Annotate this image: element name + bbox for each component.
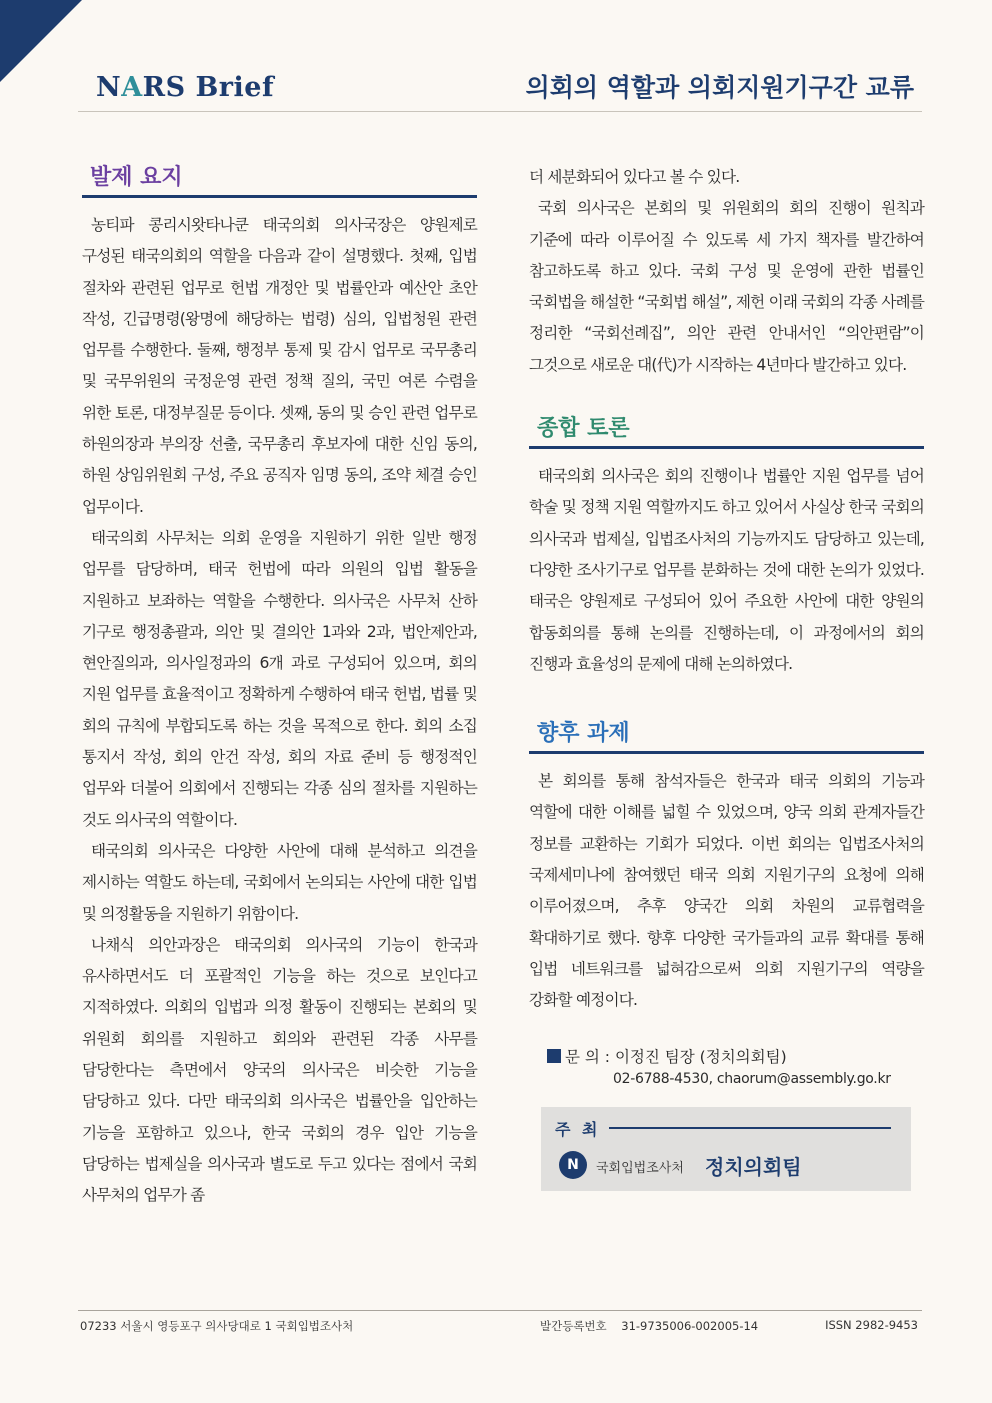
section-rule	[529, 446, 924, 449]
section-rule	[82, 195, 477, 198]
discussion-paragraph: 태국의회 의사국은 회의 진행이나 법률안 지원 업무를 넘어 학술 및 정책 지원 역할까지도 하고 있어서 사실상 한국 국회의 의사국과 법제실, 입법조사처의 기능까지도 담당하고 있는데, 다양한 조사기구로 업무를 분화하는 것에 대한 논의가 있었다. 태국은 양원제로 구성되어 있어 주요한 사안에 대한 양원의 합동회의를 통해 논의를 진행하는데, 이 과정에서의 회의 진행과 효율성의 문제에 대해 논의하였다.	[529, 467, 924, 673]
right-column	[529, 162, 924, 1191]
corner-accent	[0, 0, 82, 82]
summary-paragraph-3: 태국의회 의사국은 다양한 사안에 대해 분석하고 의견을 제시하는 역할도 하는데, 국회에서 논의되는 사안에 대한 입법 및 의정활동을 지원하기 위함이다.	[82, 841, 477, 923]
summary-paragraph-2: 태국의회 사무처는 의회 운영을 지원하기 위한 일반 행정 업무를 담당하며, 태국 헌법에 따라 의원의 입법 활동을 지원하고 보좌하는 역할을 수행한다. 의사국은 사무처 산하 기구로 행정총괄과, 의안 및 결의안 1과와 2과, 법안제안과, 현안질의과, 의사일정과의 6개 과로 구성되어 있으며, 회의 지원 업무를 효율적이고 정확하게 수행하여 태국 헌법, 법률 및 회의 규칙에 부합되도록 하는 것을 목적으로 한다. 회의 소집 통지서 작성, 회의 안건 작성, 회의 자료 준비 등 행정적인 업무와 더불어 의회에서 진행되는 각종 심의 절차를 지원하는 것도 의사국의 역할이다.	[82, 528, 477, 829]
assembly-books-paragraph: 국회 의사국은 본회의 및 위원회의 회의 진행이 원칙과 기준에 따라 이루어질 수 있도록 세 가지 책자를 발간하여 참고하도록 하고 있다. 국회 구성 및 운영에 관한 법률인 국회법을 해설한 “국회법 해설”, 제헌 이래 국회의 각종 사례를 정리한 “국회선례집”, 의안 관련 안내서인 “의안편람”이 그것으로 새로운 대(代)가 시작하는 4년마다 발간하고 있다.	[529, 199, 924, 374]
section-rule	[529, 751, 924, 754]
summary-paragraph-4: 나채식 의안과장은 태국의회 의사국의 기능이 한국과 유사하면서도 더 포괄적인 기능을 하는 것으로 보인다고 지적하였다. 의회의 입법과 의정 활동이 진행되는 본회의 및 위원회 회의를 지원하고 회의와 관련된 각종 사무를 담당한다는 측면에서 양국의 의사국은 비슷한 기능을 담당하고 있다. 다만 태국의회 의사국은 법률안을 입안하는 기능을 포함하고 있으나, 한국 국회의 경우 입안 기능을 담당하는 법제실을 의사국과 별도로 두고 있다는 점에서 국회 사무처의 업무가 좀	[82, 935, 477, 1205]
continued-paragraph: 더 세분화되어 있다고 볼 수 있다.	[529, 168, 740, 186]
footer-address: 07233 서울시 영등포구 의사당대로 1 국회입법조사처	[80, 1319, 354, 1333]
nars-brief-logo	[96, 72, 274, 103]
section-header-summary	[82, 160, 477, 198]
team-name: 정치의회팀	[705, 1154, 802, 1179]
page-title: 의회의 역할과 의회지원기구간 교류	[525, 73, 914, 102]
contact-details: 02-6788-4530, chaorum@assembly.go.kr	[613, 1070, 891, 1087]
section-title-discussion: 종합 토론	[537, 416, 630, 442]
section-title-summary: 발제 요지	[90, 165, 183, 190]
section-header-future	[529, 716, 924, 754]
footer-issn: ISSN 2982-9453	[825, 1318, 918, 1332]
host-rule	[609, 1127, 891, 1129]
nars-emblem-icon: N	[559, 1151, 587, 1179]
section-title-future: 향후 과제	[537, 721, 630, 747]
logo-letter-n: N	[96, 72, 122, 103]
logo-text: RS Brief	[142, 72, 275, 103]
summary-paragraph-1: 농티파 콩리시왓타나쿤 태국의회 의사국장은 양원제로 구성된 태국의회의 역할을 다음과 같이 설명했다. 첫째, 입법 절차와 관련된 업무로 헌법 개정안 및 법률안과 예산안 초안 작성, 긴급명령(왕명에 해당하는 법령) 심의, 입법청원 관련 업무를 수행한다. 둘째, 행정부 통제 및 감시 업무로 국무총리 및 국무위원의 국정운영 관련 정책 질의, 국민 여론 수렴을 위한 토론, 대정부질문 등이다. 셋째, 동의 및 승인 관련 업무로 하원의장과 부의장 선출, 국무총리 후보자에 대한 신임 동의, 하원 상임위원회 구성, 주요 공직자 임명 동의, 조약 체결 승인 업무이다.	[82, 216, 477, 516]
logo-letter-a: A	[121, 72, 143, 103]
contact-info	[529, 1045, 924, 1087]
host-box	[541, 1107, 911, 1191]
header-divider	[78, 111, 922, 112]
future-paragraph: 본 회의를 통해 참석자들은 한국과 태국 의회의 기능과 역할에 대한 이해를 넓힐 수 있었으며, 양국 의회 관계자들간 정보를 교환하는 기회가 되었다. 이번 회의는 입법조사처의 국제세미나에 참여했던 태국 의회 지원기구의 요청에 의해 이루어졌으며, 추후 양국간 의회 차원의 교류협력을 확대하기로 했다. 향후 다양한 국가들과의 교류 확대를 통해 입법 네트워크를 넓혀감으로써 의회 지원기구의 역량을 강화할 예정이다.	[529, 772, 924, 1010]
square-bullet-icon	[547, 1049, 561, 1063]
section-header-discussion	[529, 411, 924, 449]
footer-registration: 발간등록번호 31-9735006-002005-14	[540, 1319, 759, 1333]
left-column	[82, 160, 477, 1212]
contact-label: 문 의 : 이정진 팀장 (정치의회팀)	[565, 1047, 787, 1066]
institution-name: 국회입법조사처	[596, 1160, 684, 1176]
footer-divider	[78, 1310, 922, 1311]
host-label: 주 최	[555, 1119, 601, 1139]
